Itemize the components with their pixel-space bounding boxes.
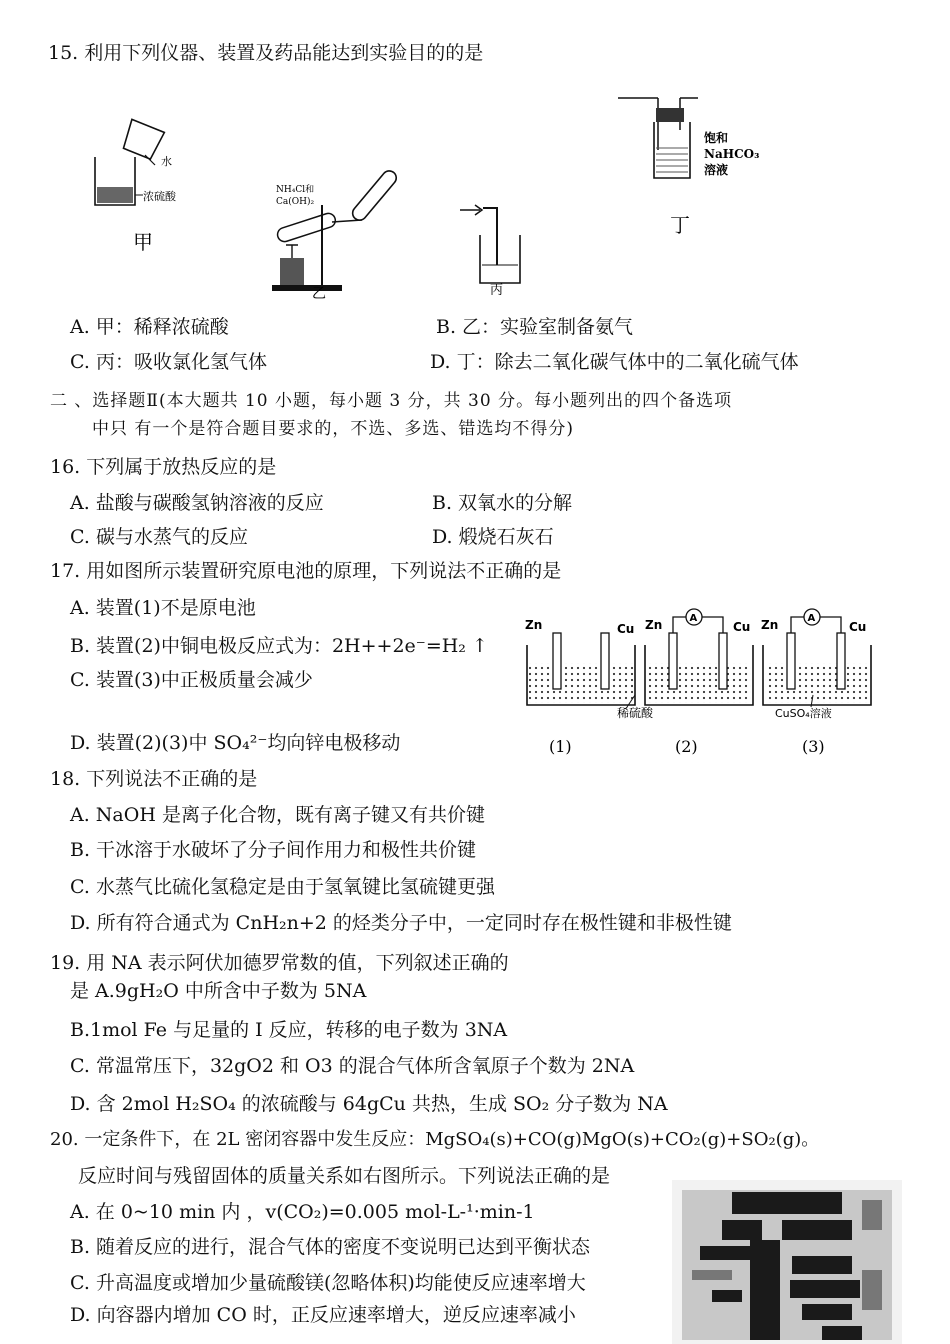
- cell3-meter: A: [807, 613, 816, 624]
- q17-stem: 17. 用如图所示装置研究原电池的原理，下列说法不正确的是: [50, 560, 562, 582]
- q20-option-a: A. 在 0~10 min 内 ，v(CO₂)=0.005 mol-L-¹·min-1: [70, 1201, 535, 1223]
- q15-stem: 15. 利用下列仪器、装置及药品能达到实验目的的是: [48, 42, 484, 64]
- label-ding-2: NaHCO₃: [704, 147, 760, 161]
- figure-ding: [618, 90, 768, 240]
- q20-option-b: B. 随着反应的进行，混合气体的密度不变说明已达到平衡状态: [70, 1236, 591, 1258]
- figure-jia: [85, 115, 195, 260]
- q20-stem2: 反应时间与残留固体的质量关系如右图所示。下列说法正确的是: [78, 1165, 611, 1187]
- q16-option-a: A. 盐酸与碳酸氢钠溶液的反应: [70, 492, 324, 514]
- label-ding-1: 饱和: [704, 131, 729, 145]
- q16-option-b: B. 双氧水的分解: [432, 492, 573, 514]
- q19-option-a: 是 A.9gH₂O 中所含中子数为 5NA: [70, 980, 367, 1002]
- label-bing: 丙: [490, 283, 504, 295]
- section2-line1: 二 、选择题Ⅱ(本大题共 10 小题，每小题 3 分，共 30 分。每小题列出的四个备选项: [50, 391, 733, 411]
- q17-option-d: D. 装置(2)(3)中 SO₄²⁻均向锌电极移动: [70, 732, 401, 754]
- label-jia: 甲: [133, 230, 153, 254]
- q19-option-b: B.1mol Fe 与足量的 I 反应，转移的电子数为 3NA: [70, 1019, 508, 1041]
- cell-1: [525, 618, 635, 705]
- q15-option-a: A. 甲：稀释浓硫酸: [70, 316, 229, 338]
- label-ding-3: 溶液: [704, 163, 729, 177]
- q20-stem: 20. 一定条件下，在 2L 密闭容器中发生反应：MgSO₄(s)+CO(g)MgO(s)+CO₂(g)+SO₂(g)。: [50, 1129, 820, 1150]
- q19-stem: 19. 用 NA 表示阿伏加德罗常数的值，下列叙述正确的: [50, 952, 509, 974]
- blurred-graph-image: [672, 1180, 902, 1344]
- label-reagent1: NH₄Cl和: [276, 185, 315, 195]
- q19-option-d: D. 含 2mol H₂SO₄ 的浓硫酸与 64gCu 共热，生成 SO₂ 分子数为 NA: [70, 1093, 668, 1115]
- label-reagent2: Ca(OH)₂: [276, 197, 315, 207]
- q15-option-c: C. 丙：吸收氯化氢气体: [70, 351, 267, 373]
- q17-option-c: C. 装置(3)中正极质量会减少: [70, 669, 313, 691]
- label-acid-electrolyte: 稀硫酸: [617, 706, 654, 720]
- section2-line2: 中只 有一个是符合题目要求的，不选、多选、错选均不得分): [92, 419, 575, 439]
- q15-option-d: D. 丁：除去二氧化碳气体中的二氧化硫气体: [430, 351, 799, 373]
- cell1-zn: Zn: [525, 618, 543, 632]
- q16-option-c: C. 碳与水蒸气的反应: [70, 526, 248, 548]
- q19-option-c: C. 常温常压下，32gO2 和 O3 的混合气体所含氧原子个数为 2NA: [70, 1055, 635, 1077]
- label-water: 水: [161, 155, 172, 168]
- cell1-cu: Cu: [617, 622, 635, 636]
- cell2-zn: Zn: [645, 618, 663, 632]
- cell2-meter: A: [689, 613, 698, 624]
- cell-3: [761, 609, 871, 720]
- q15-option-b: B. 乙：实验室制备氨气: [436, 316, 634, 338]
- cell2-cu: Cu: [733, 620, 751, 634]
- q18-option-a: A. NaOH 是离子化合物，既有离子键又有共价键: [70, 804, 485, 826]
- q17-option-a: A. 装置(1)不是原电池: [70, 597, 256, 619]
- q18-option-b: B. 干冰溶于水破坏了分子间作用力和极性共价键: [70, 839, 477, 861]
- q20-option-d: D. 向容器内增加 CO 时，正反应速率增大，逆反应速率减小: [70, 1304, 576, 1326]
- cap-1: (1): [549, 737, 572, 756]
- label-ding: 丁: [670, 213, 690, 237]
- q16-option-d: D. 煅烧石灰石: [432, 526, 554, 548]
- label-cuso4: CuSO₄溶液: [775, 707, 832, 720]
- q20-option-c: C. 升高温度或增加少量硫酸镁(忽略体积)均能使反应速率增大: [70, 1272, 586, 1294]
- q18-option-d: D. 所有符合通式为 CnH₂n+2 的烃类分子中，一定同时存在极性键和非极性键: [70, 912, 732, 934]
- cap-2: (2): [675, 737, 698, 756]
- q17-option-b: B. 装置(2)中铜电极反应式为：2H++2e⁻=H₂ ↑: [70, 635, 488, 657]
- q16-stem: 16. 下列属于放热反应的是: [50, 456, 277, 478]
- cell-2: [617, 609, 753, 720]
- cell3-zn: Zn: [761, 618, 779, 632]
- figure-cells: [515, 605, 885, 760]
- label-acid: 浓硫酸: [143, 190, 176, 203]
- q18-option-c: C. 水蒸气比硫化氢稳定是由于氢氧键比氢硫键更强: [70, 876, 495, 898]
- figure-yi: [262, 170, 407, 300]
- figure-bing: [455, 195, 545, 295]
- cell3-cu: Cu: [849, 620, 867, 634]
- cap-3: (3): [802, 737, 825, 756]
- label-yi: 乙: [312, 286, 326, 300]
- q18-stem: 18. 下列说法不正确的是: [50, 768, 258, 790]
